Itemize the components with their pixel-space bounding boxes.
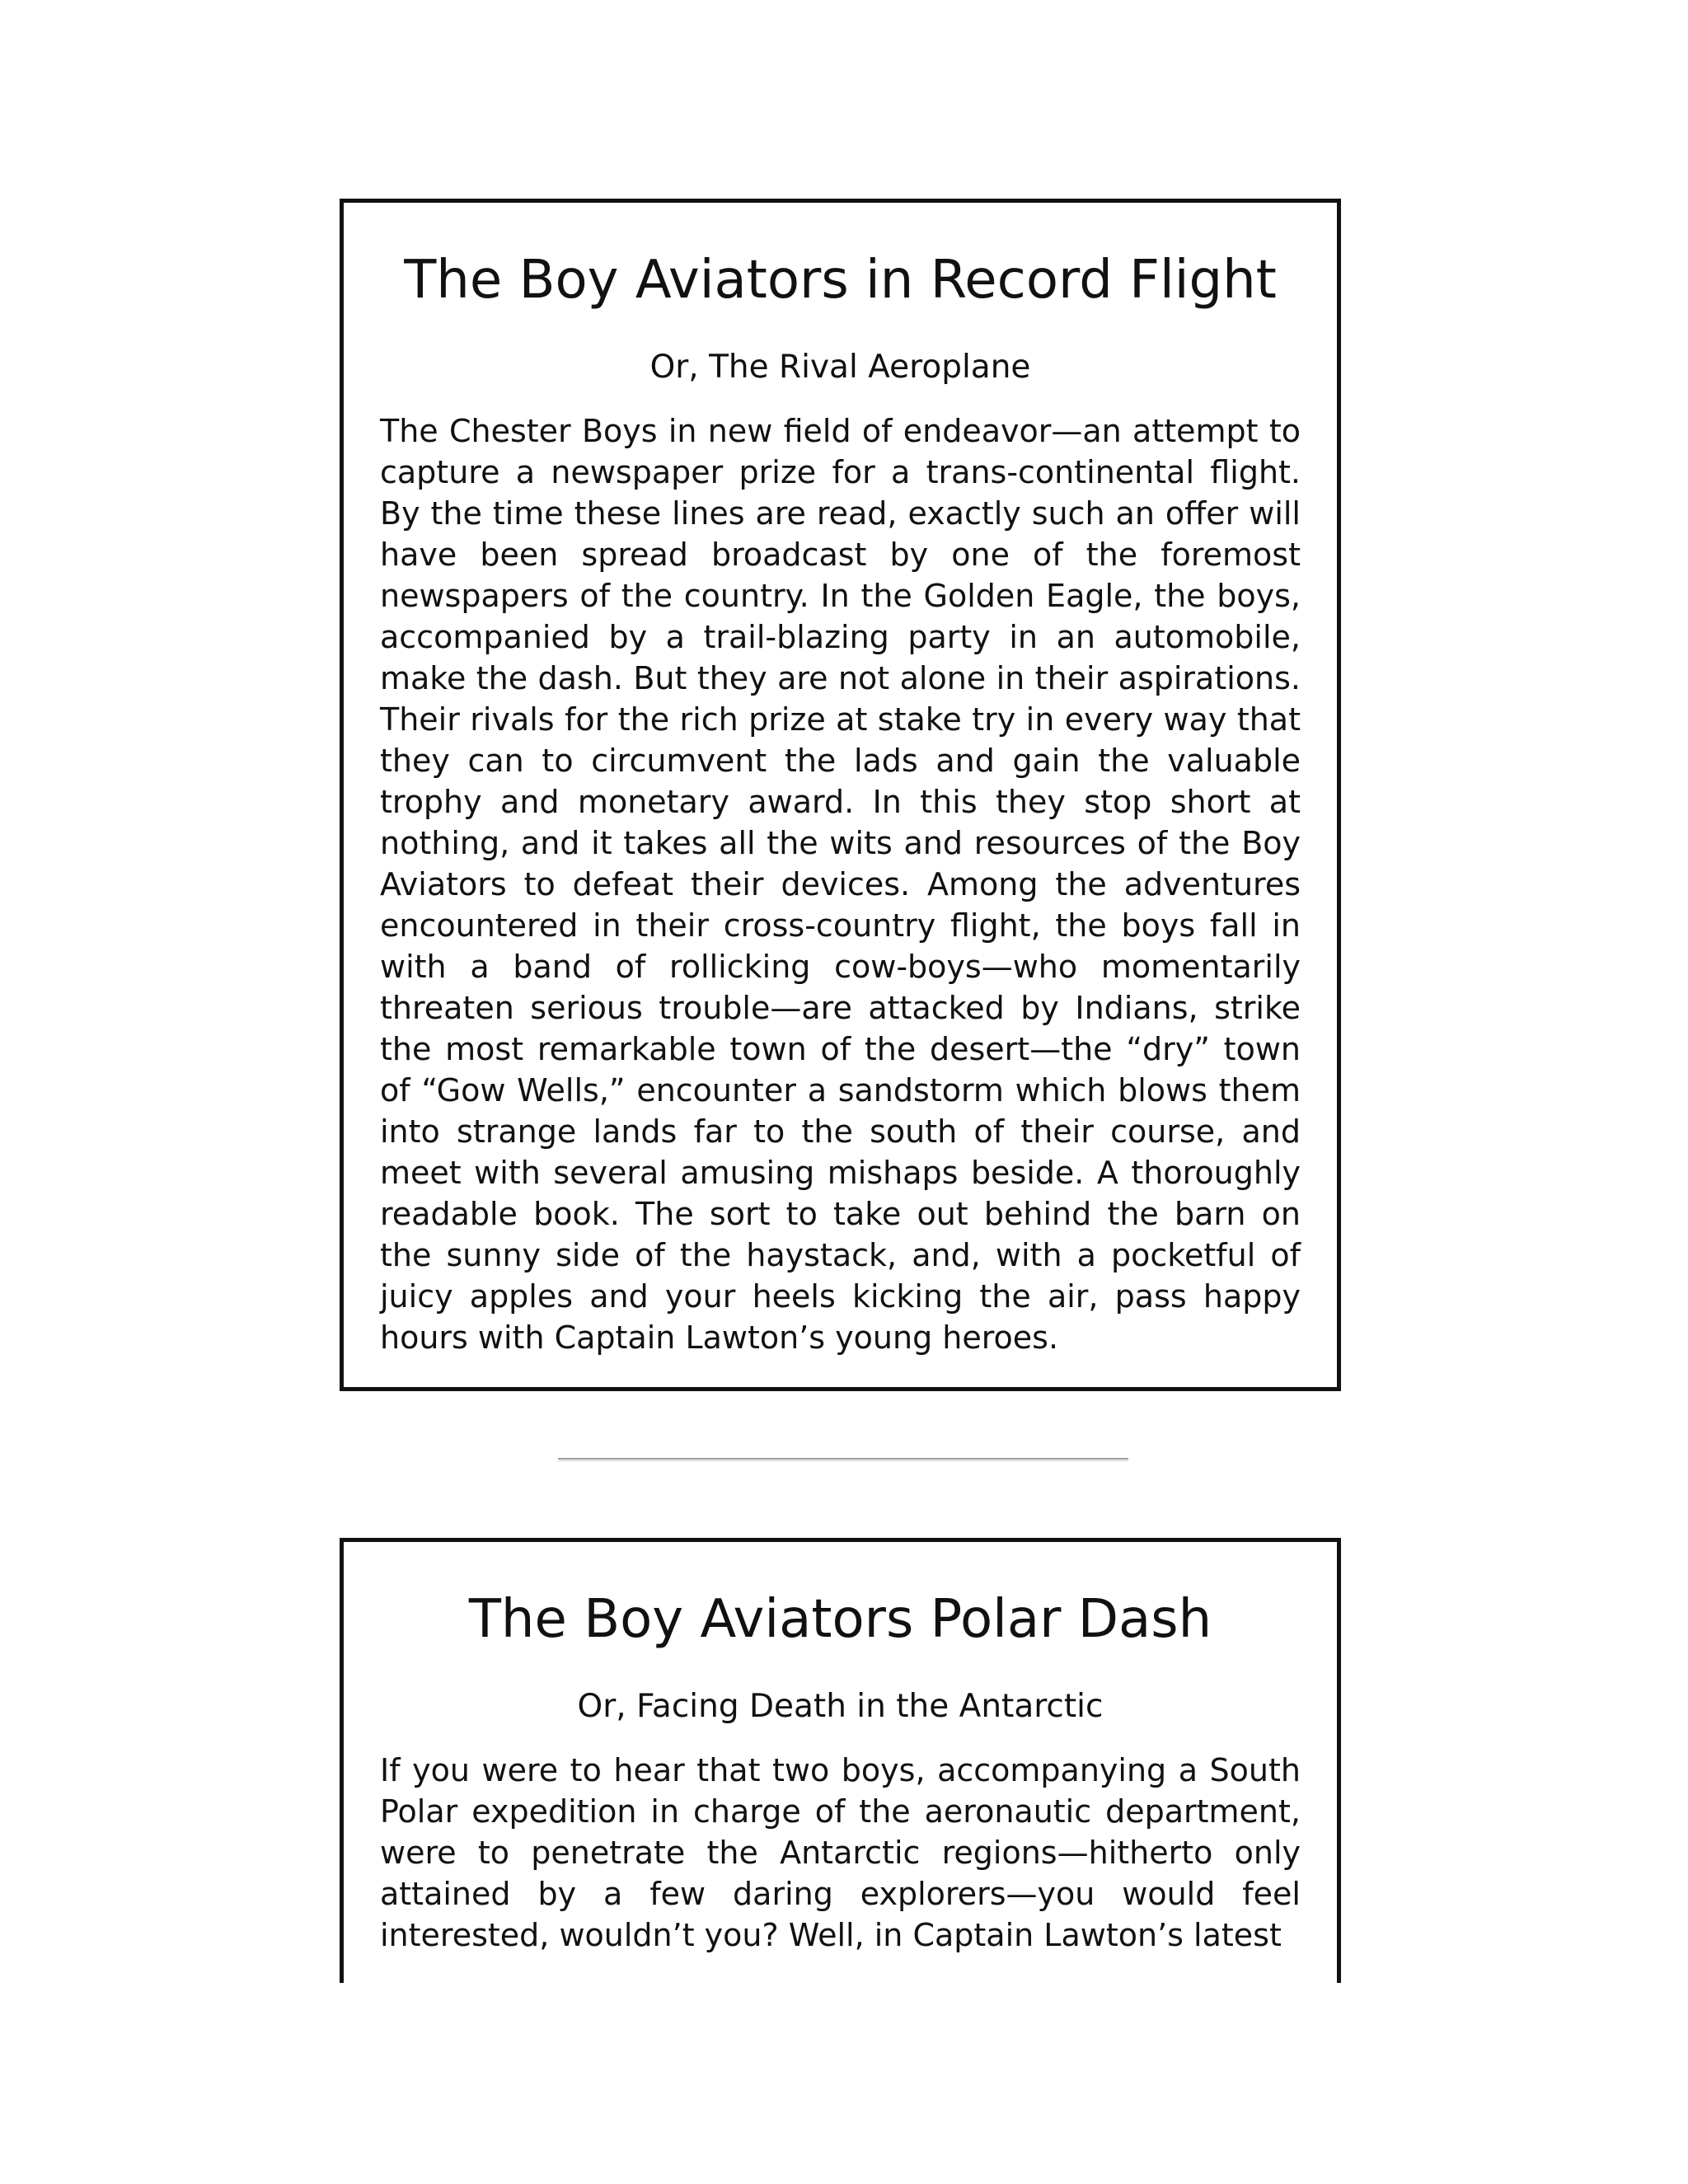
book-title: The Boy Aviators in Record Flight — [404, 250, 1277, 311]
book-description: If you were to hear that two boys, accompanying a South Polar expedition in charge of the aeronautic department, were to penetrate the Antarctic regions—hitherto only attained by a few daring explorers—you would feel interested, wouldn’t you? Well, in Captain Lawton’s latest — [380, 1751, 1301, 1953]
book-description: The Chester Boys in new field of endeavor—an attempt to capture a newspaper prize for a trans-continental flight. By the time these lines are read, exactly such an offer will have been spread broadcast by one of the foremost newspapers of the country. In the Golden Eagle, the boys, accompanied by a trail-blazing party in an automobile, make the dash. But they are not alone in their aspirations. Their rivals for the rich prize at stake try in every way that they can to circumvent the lads and gain the valuable trophy and monetary award. In this they stop short at nothing, and it takes all the wits and resources of the Boy Aviators to defeat their devices. Among the adventures encountered in their cross-country flight, the boys fall in with a band of rollicking cow-boys—who momentarily threaten serious trouble—are attacked by Indians, strike the most remarkable town of the desert—the “dry” town of “Gow Wells,” encounter a sandstorm which blows them into strange lands far to the south of their course, and meet with several amusing mishaps beside. A thoroughly readable book. The sort to take out behind the barn on the sunny side of the haystack, and, with a pocketful of juicy apples and your heels kicking the air, pass happy hours with Captain Lawton’s young heroes. — [380, 412, 1301, 1356]
book-subtitle: Or, Facing Death in the Antarctic — [577, 1687, 1104, 1725]
book-subtitle: Or, The Rival Aeroplane — [649, 348, 1031, 386]
section-divider — [558, 1458, 1128, 1461]
book-ad-record-flight — [340, 199, 1341, 1391]
book-ad-polar-dash — [340, 1538, 1341, 1983]
book-title: The Boy Aviators Polar Dash — [468, 1589, 1212, 1650]
